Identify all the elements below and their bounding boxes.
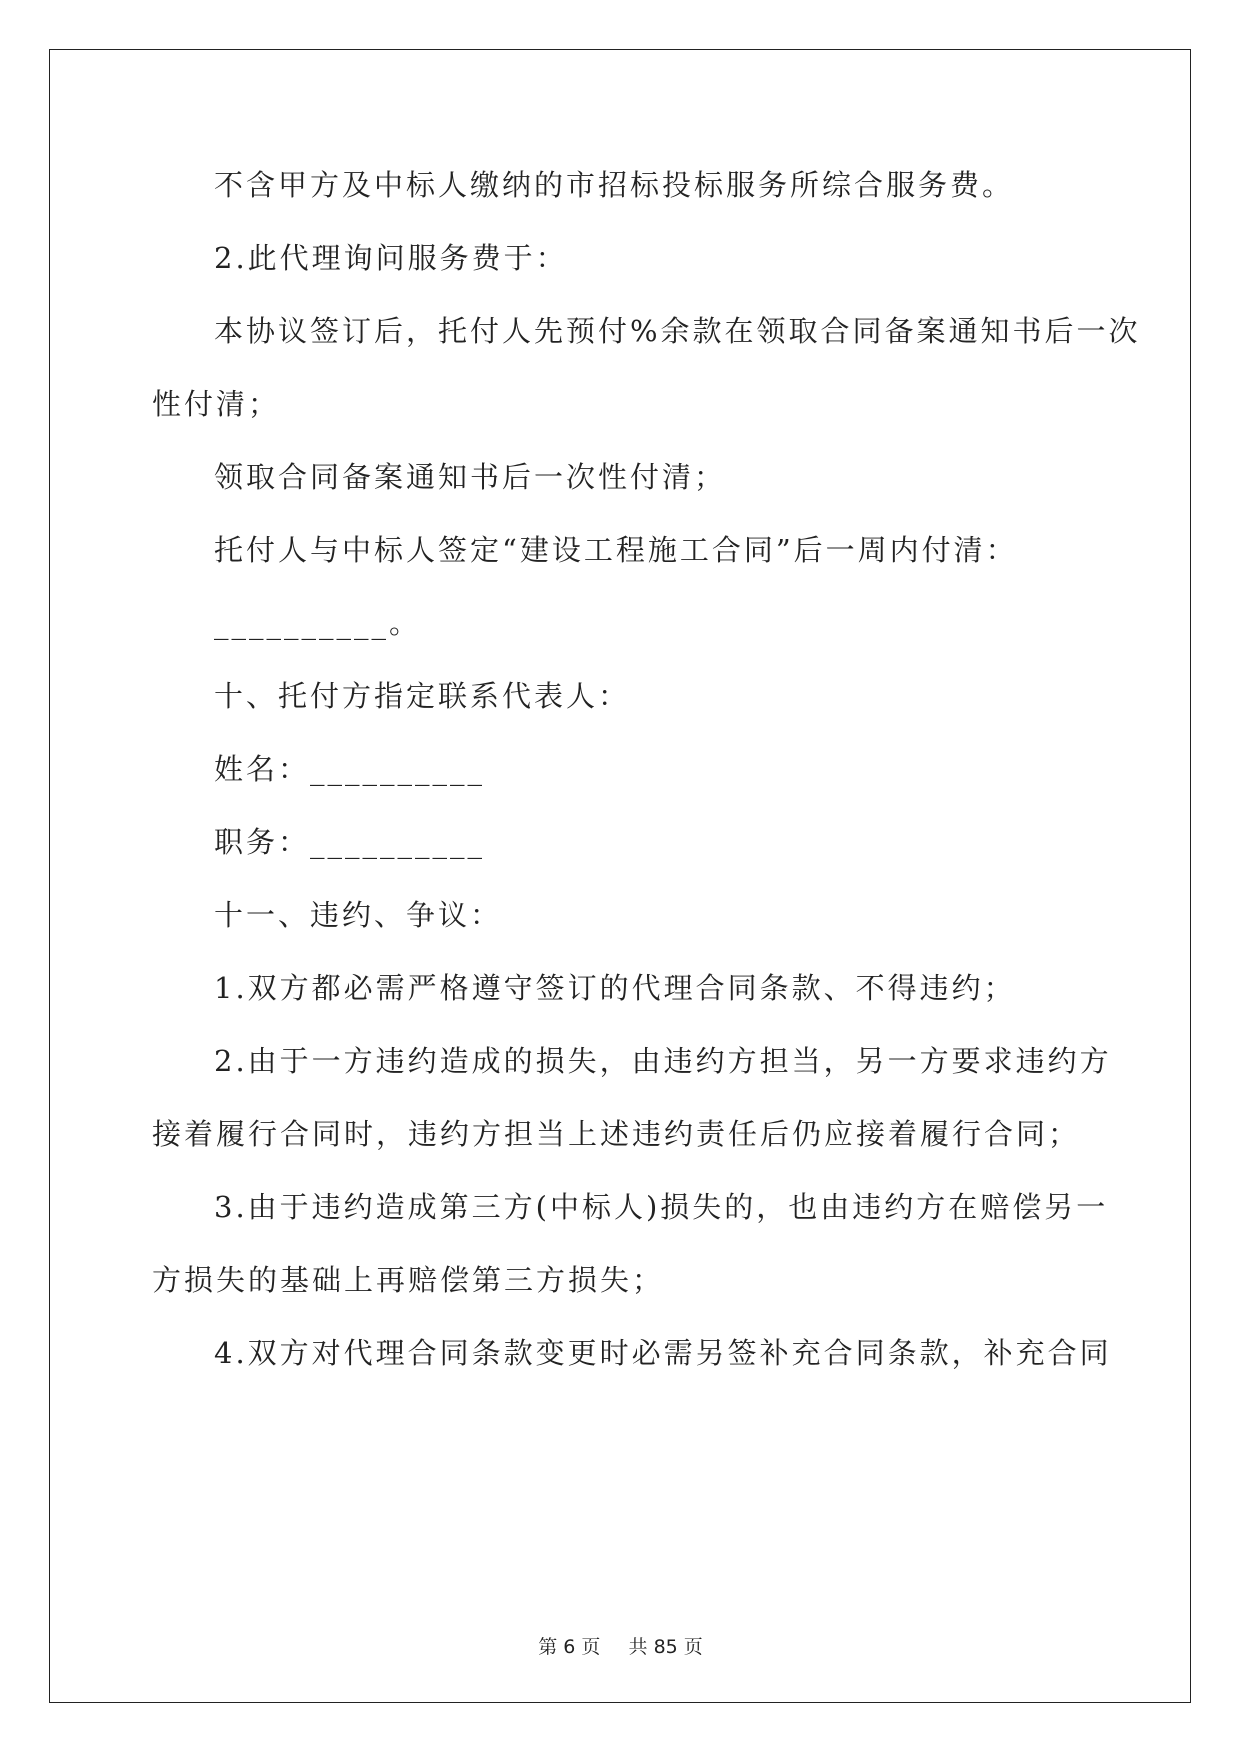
- paragraph-line: 3.由于违约造成第三方(中标人)损失的，也由违约方在赔偿另一: [214, 1190, 1109, 1224]
- paragraph-line: 4.双方对代理合同条款变更时必需另签补充合同条款，补充合同: [214, 1336, 1112, 1370]
- paragraph-line: 本协议签订后，托付人先预付%余款在领取合同备案通知书后一次: [214, 314, 1141, 348]
- paragraph-line: 方损失的基础上再赔偿第三方损失；: [152, 1263, 665, 1297]
- section-heading: 十一、违约、争议：: [214, 898, 503, 932]
- page-border: [49, 49, 1191, 1703]
- paragraph-line: 2.由于一方违约造成的损失，由违约方担当，另一方要求违约方: [214, 1044, 1112, 1078]
- section-heading: 十、托付方指定联系代表人：: [214, 679, 631, 713]
- paragraph-line: 不含甲方及中标人缴纳的市招标投标服务所综合服务费。: [214, 168, 1015, 202]
- paragraph-line: 托付人与中标人签定“建设工程施工合同”后一周内付清：: [214, 533, 1018, 567]
- position-field-line: 职务：__________: [214, 825, 486, 859]
- paragraph-line: 领取合同备案通知书后一次性付清；: [214, 460, 727, 494]
- page-footer: [0, 1632, 1241, 1659]
- page-number: 第 6 页: [538, 1636, 601, 1658]
- blank-fill-line: __________。: [214, 606, 422, 640]
- name-field-line: 姓名：__________: [214, 752, 486, 786]
- paragraph-line: 性付清；: [152, 387, 281, 421]
- paragraph-line: 1.双方都必需严格遵守签订的代理合同条款、不得违约；: [214, 971, 1016, 1005]
- paragraph-line: 2.此代理询问服务费于：: [214, 241, 568, 275]
- page-total: 共 85 页: [628, 1636, 703, 1658]
- paragraph-line: 接着履行合同时，违约方担当上述违约责任后仍应接着履行合同；: [152, 1117, 1081, 1151]
